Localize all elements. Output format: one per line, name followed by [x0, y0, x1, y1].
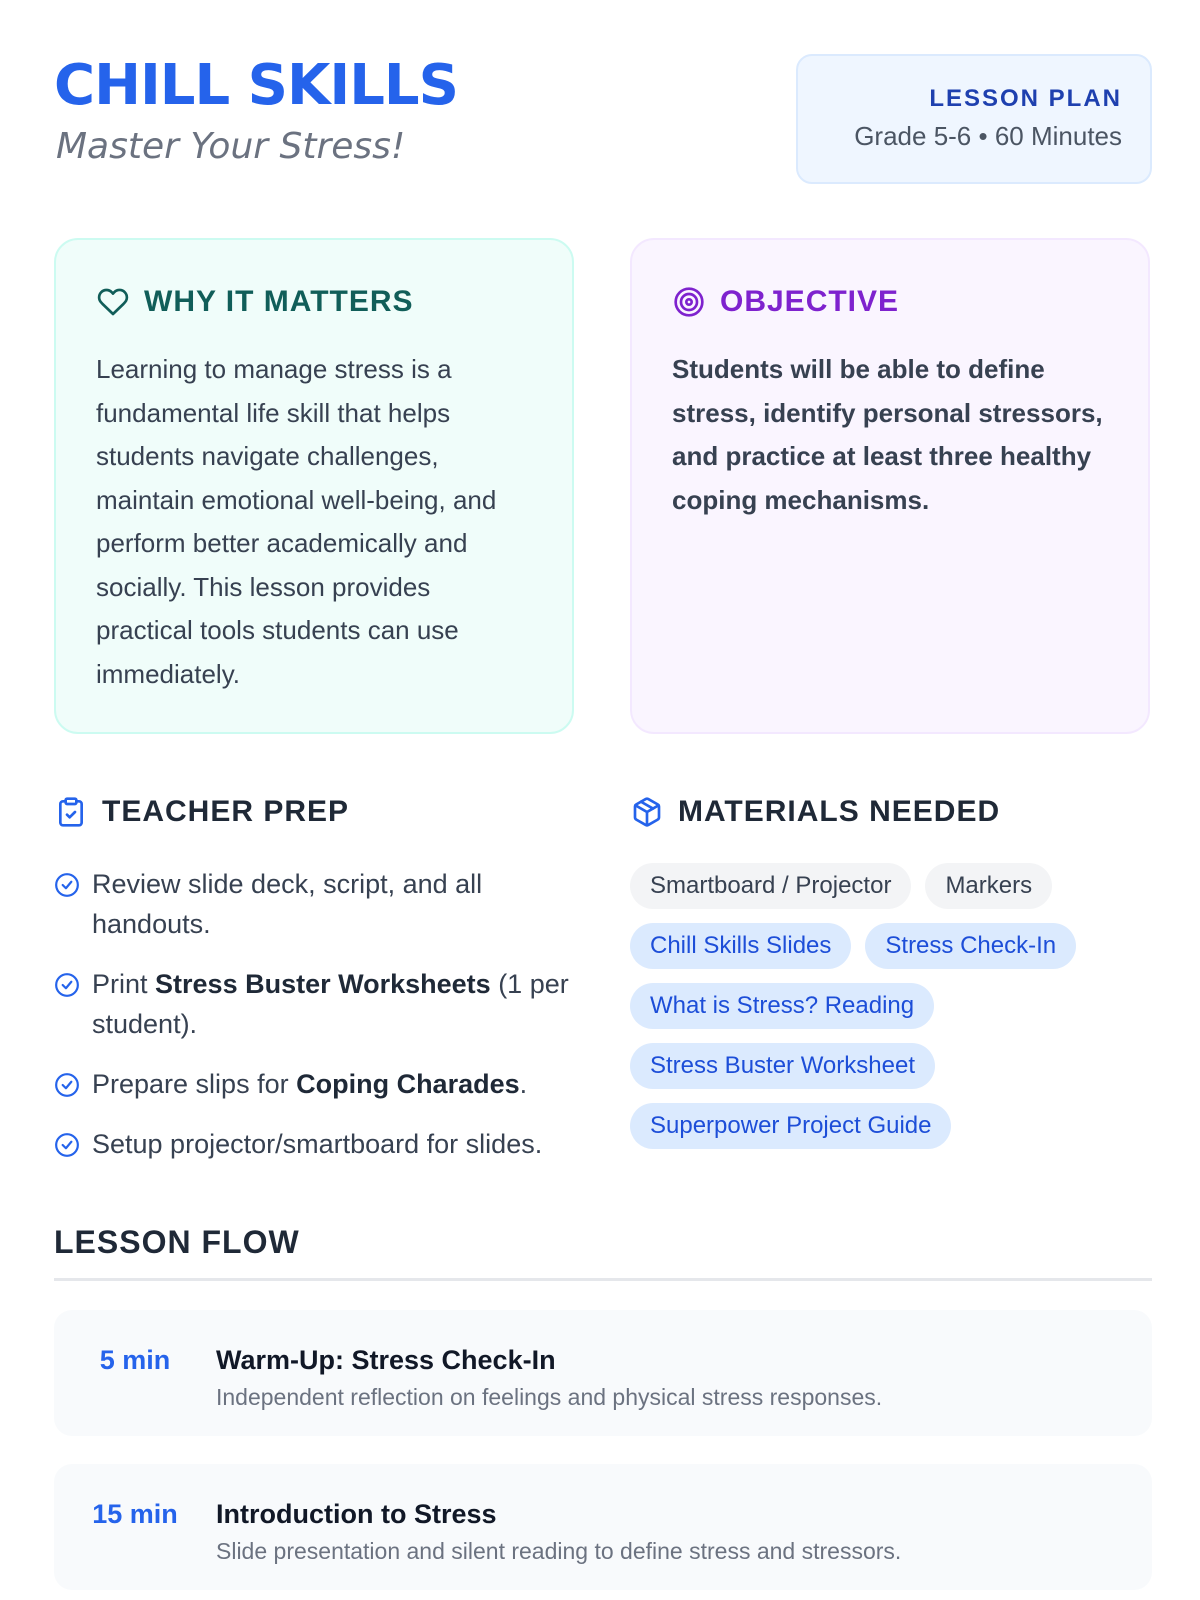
- why-it-matters-title: WHY IT MATTERS: [144, 285, 414, 318]
- check-circle-icon: [54, 972, 80, 998]
- lesson-flow-step: [54, 1310, 1152, 1436]
- step-name: Warm-Up: Stress Check-In: [216, 1345, 556, 1375]
- step-duration: 15 min: [92, 1499, 178, 1529]
- step-content: [216, 1464, 901, 1568]
- check-circle-icon: [54, 872, 80, 898]
- step-content: [216, 1310, 882, 1414]
- page-title: CHILL SKILLS: [54, 53, 458, 118]
- teacher-prep-list: [54, 864, 594, 1184]
- material-chip: Markers: [925, 863, 1052, 909]
- step-description: Independent reflection on feelings and physical stress responses.: [216, 1384, 883, 1410]
- why-it-matters-card: [54, 238, 574, 734]
- materials-header: [630, 792, 1000, 832]
- lesson-flow-divider: [54, 1278, 1152, 1281]
- teacher-prep-header: [54, 792, 349, 832]
- page-tagline: Master Your Stress!: [56, 126, 406, 167]
- materials-list: [630, 863, 1130, 1163]
- why-it-matters-text: Learning to manage stress is a fundamental life skill that helps students navigate challenges, maintain emotional well-being, and perform better academically and socially. This lesson provides practical tools students can use immediately.: [96, 354, 497, 689]
- material-link-chip[interactable]: Superpower Project Guide: [630, 1103, 951, 1149]
- objective-text: Students will be able to define stress, identify personal stressors, and practice at least three healthy coping mechanisms.: [672, 354, 1103, 515]
- prep-item-text: Print Stress Buster Worksheets (1 per student).: [92, 969, 569, 1039]
- step-name: Introduction to Stress: [216, 1499, 497, 1529]
- package-icon: [630, 795, 664, 829]
- material-link-chip[interactable]: What is Stress? Reading: [630, 983, 934, 1029]
- lesson-flow-title: LESSON FLOW: [54, 1224, 300, 1260]
- lesson-plan-label: LESSON PLAN: [929, 85, 1122, 112]
- lesson-plan-meta: Grade 5-6 • 60 Minutes: [854, 121, 1122, 151]
- prep-item-text: Prepare slips for Coping Charades.: [92, 1069, 528, 1099]
- check-circle-icon: [54, 1132, 80, 1158]
- material-link-chip[interactable]: Stress Check-In: [865, 923, 1076, 969]
- why-it-matters-header: [96, 284, 532, 320]
- teacher-prep-title: TEACHER PREP: [102, 795, 350, 828]
- prep-item-text: Review slide deck, script, and all handouts.: [92, 869, 483, 939]
- clipboard-check-icon: [54, 795, 88, 829]
- objective-header: [672, 284, 1108, 320]
- lesson-plan-badge: [796, 54, 1152, 184]
- list-item: [54, 864, 594, 944]
- material-link-chip[interactable]: Chill Skills Slides: [630, 923, 851, 969]
- step-duration: 5 min: [99, 1345, 171, 1375]
- list-item: [54, 1124, 594, 1164]
- material-chip: Smartboard / Projector: [630, 863, 911, 909]
- list-item: [54, 964, 594, 1044]
- target-icon: [672, 285, 706, 319]
- objective-title: OBJECTIVE: [720, 285, 900, 318]
- materials-title: MATERIALS NEEDED: [678, 795, 1001, 828]
- material-link-chip[interactable]: Stress Buster Worksheet: [630, 1043, 935, 1089]
- list-item: [54, 1064, 594, 1104]
- heart-icon: [96, 285, 130, 319]
- lesson-flow-step: [54, 1464, 1152, 1590]
- objective-card: [630, 238, 1150, 734]
- step-description: Slide presentation and silent reading to define stress and stressors.: [216, 1538, 902, 1564]
- check-circle-icon: [54, 1072, 80, 1098]
- prep-item-text: Setup projector/smartboard for slides.: [92, 1129, 543, 1159]
- page-header: [54, 52, 1152, 188]
